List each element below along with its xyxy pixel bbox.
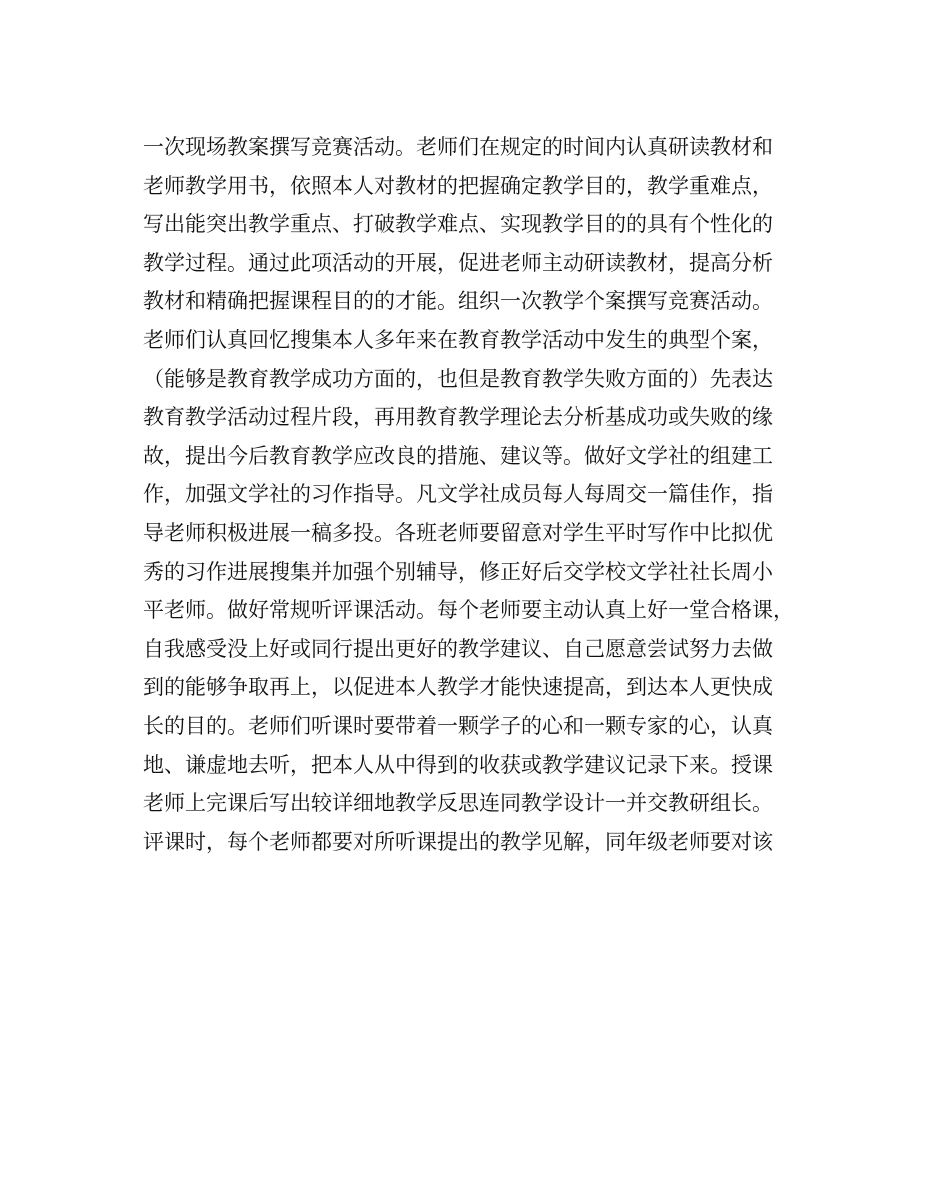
body-text <box>143 128 823 861</box>
text-line: 作，加强文学社的习作指导。凡文学社成员每人每周交一篇佳作，指 <box>143 482 773 507</box>
text-line: 教学过程。通过此项活动的开展，促进老师主动研读教材，提高分析 <box>143 250 773 275</box>
text-line: 教育教学活动过程片段，再用教育教学理论去分析基成功或失败的缘 <box>143 405 773 430</box>
text-line: 到的能够争取再上，以促进本人教学才能快速提高，到达本人更快成 <box>143 675 773 700</box>
text-line: 写出能突出教学重点、打破教学难点、实现教学目的的具有个性化的 <box>143 212 773 237</box>
text-line: （能够是教育教学成功方面的，也但是教育教学失败方面的）先表达 <box>143 366 773 391</box>
text-line: 长的目的。老师们听课时要带着一颗学子的心和一颗专家的心，认真 <box>143 713 773 738</box>
text-line: 老师上完课后写出较详细地教学反思连同教学设计一并交教研组长。 <box>143 791 773 816</box>
text-line: 评课时，每个老师都要对所听课提出的教学见解，同年级老师要对该 <box>143 829 773 854</box>
text-line: 一次现场教案撰写竞赛活动。老师们在规定的时间内认真研读教材和 <box>143 135 773 159</box>
text-line: 平老师。做好常规听评课活动。每个老师要主动认真上好一堂合格课， <box>143 598 794 623</box>
text-line: 自我感受没上好或同行提出更好的教学建议、自己愿意尝试努力去做 <box>143 636 773 661</box>
text-line: 地、谦虚地去听，把本人从中得到的收获或教学建议记录下来。授课 <box>143 752 773 777</box>
text-line: 导老师积极进展一稿多投。各班老师要留意对学生平时写作中比拟优 <box>143 520 773 545</box>
text-line: 老师教学用书，依照本人对教材的把握确定教学目的，教学重难点， <box>143 173 773 198</box>
text-line: 老师们认真回忆搜集本人多年来在教育教学活动中发生的典型个案， <box>143 327 773 352</box>
text-line: 故，提出今后教育教学应改良的措施、建议等。做好文学社的组建工 <box>143 443 773 468</box>
text-line: 教材和精确把握课程目的的才能。组织一次教学个案撰写竞赛活动。 <box>143 289 773 314</box>
text-line: 秀的习作进展搜集并加强个别辅导，修正好后交学校文学社社长周小 <box>143 559 773 584</box>
